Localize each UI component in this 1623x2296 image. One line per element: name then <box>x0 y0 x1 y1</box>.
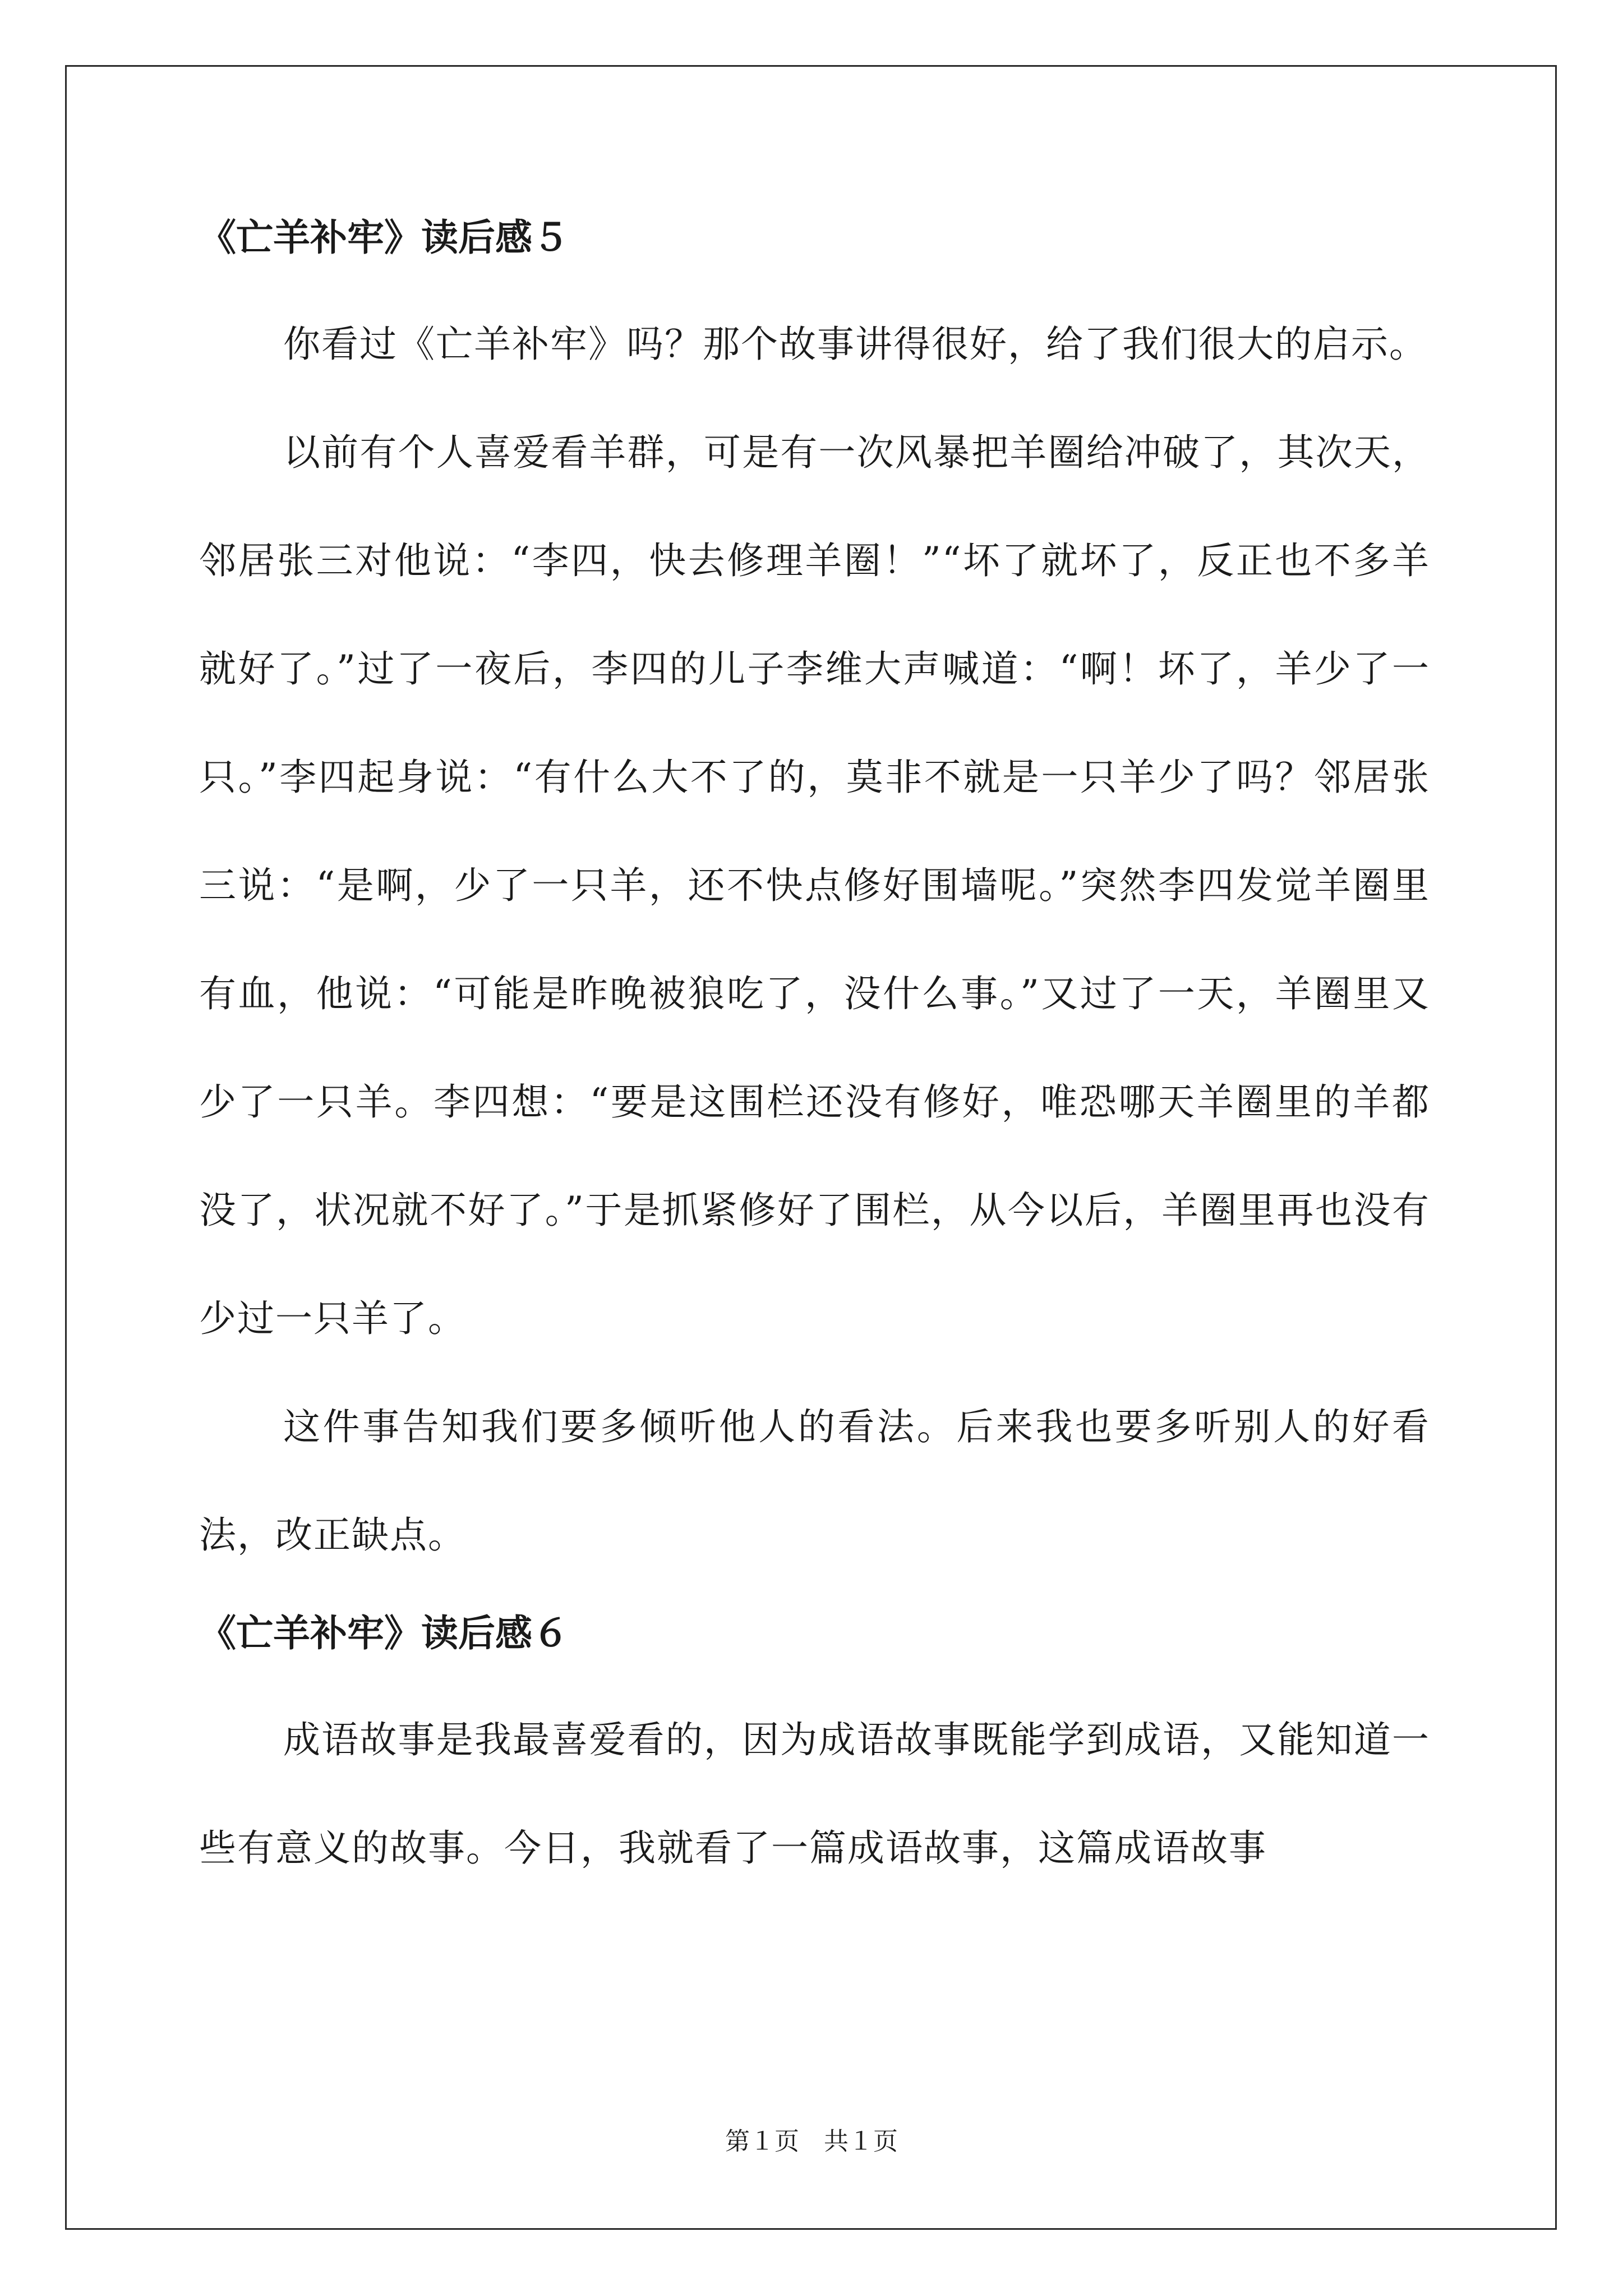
paragraph: 这件事告知我们要多倾听他人的看法。后来我也要多听别人的好看法，改正缺点。 <box>199 1405 1430 1557</box>
section-heading: 《亡羊补牢》读后感５ <box>199 215 569 259</box>
paragraph: 以前有个人喜爱看羊群，可是有一次风暴把羊圈给冲破了，其次天，邻居张三对他说：“李四，快去修理羊圈！”“坏了就坏了，反正也不多羊就好了。”过了一夜后，李四的儿子李维大声喊道：“啊！坏了，羊少了一只。”李四起身说：“有什么大不了的，莫非不就是一只羊少了吗？邻居张三说：“是啊，少了一只羊，还不快点修好围墙呢。”突然李四发觉羊圈里有血，他说：“可能是昨晚被狼吃了，没什么事。”又过了一天，羊圈里又少了一只羊。李四想：“要是这围栏还没有修好，唯恐哪天羊圈里的羊都没了，状况就不好了。”于是抓紧修好了围栏，从今以后，羊圈里再也没有少过一只羊了。 <box>199 431 1430 1340</box>
document-body <box>199 216 1430 1902</box>
paragraph: 你看过《亡羊补牢》吗？那个故事讲得很好，给了我们很大的启示。 <box>283 323 1427 366</box>
section-heading: 《亡羊补牢》读后感６ <box>199 1611 569 1655</box>
paragraph: 成语故事是我最喜爱看的，因为成语故事既能学到成语，又能知道一些有意义的故事。今日，我就看了一篇成语故事，这篇成语故事 <box>199 1718 1430 1870</box>
page-footer: 第１页 共１页 <box>725 2127 898 2156</box>
